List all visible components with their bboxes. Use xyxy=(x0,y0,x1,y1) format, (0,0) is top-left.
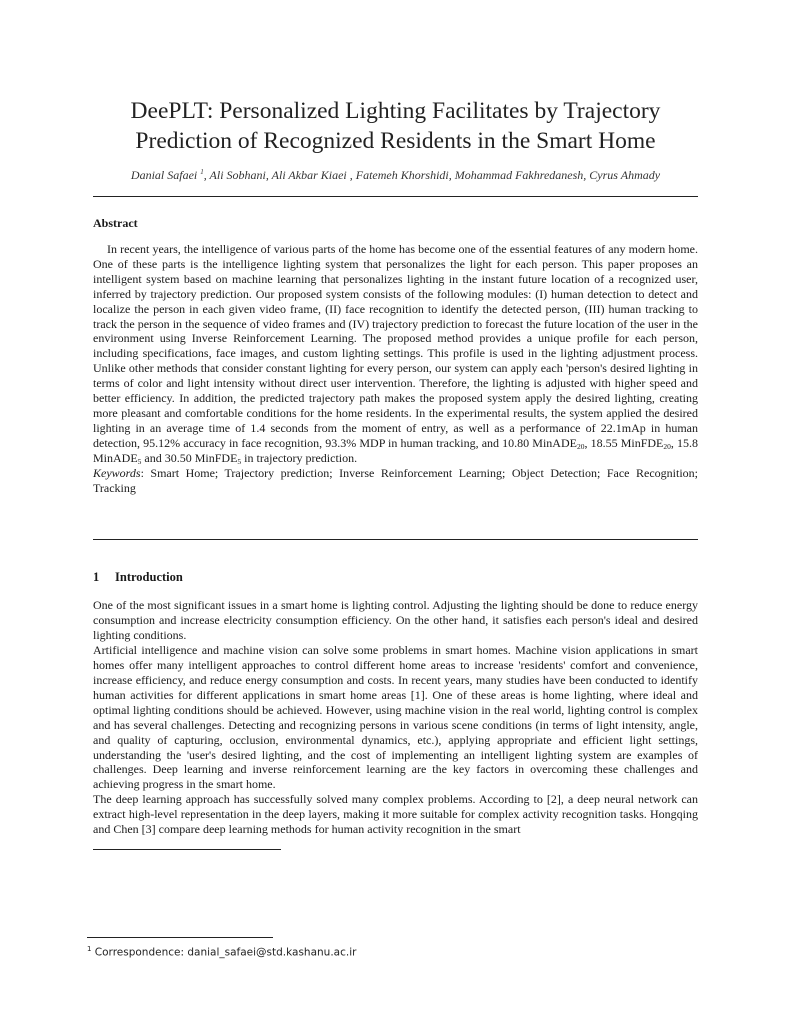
abstract-divider xyxy=(93,539,698,540)
abstract-paragraph xyxy=(93,242,698,466)
keywords-text: : Smart Home; Trajectory prediction; Inverse Reinforcement Learning; Object Detection; Face Recognition; Tracking xyxy=(93,465,698,495)
introduction-body xyxy=(93,598,698,837)
section-number: 1 xyxy=(93,570,100,584)
abstract-metric: and 30.50 MinFDE xyxy=(141,450,238,465)
abstract-text: In recent years, the intelligence of various parts of the home has become one of the essential features of any modern home. One of these parts is the intelligence lighting system that personalizes the light for each person. This paper proposes an intelligent system based on machine learning that personalizes lighting in the instant future location of a recognized user, inferred by trajectory prediction. Our proposed system consists of the following modules: (I) human detection to detect and localize the person in each given video frame, (II) face recognition to identify the detected person, (III) human tracking to track the person in the sequence of video frames and (IV) trajectory prediction to forecast the future location of the user in the environment using Inverse Reinforcement Learning. The proposed method provides a unique profile for each person, including specifications, face images, and custom lighting settings. This profile is used in the lighting adjustment process. Unlike other methods that consider constant lighting for every person, our system can apply each 'person's desired lighting in terms of color and light intensity without direct user intervention. Therefore, the lighting is adjusted with higher speed and better efficiency. In addition, the predicted trajectory path makes the proposed system apply the desired lighting, creating more pleasant and comfortable conditions for the home residents. In the experimental results, the system applied the desired lighting in an average time of 1.4 seconds from the moment of entry, as well as a performance of 22.1mAp in human detection, 95.12% accuracy in face recognition, 93.3% MDP in human tracking, and 10.80 MinADE xyxy=(93,242,698,450)
title-line-2: Prediction of Recognized Residents in the Smart Home xyxy=(135,128,656,154)
title-line-1: DeePLT: Personalized Lighting Facilitates by Trajectory xyxy=(130,98,661,124)
footnote-text: Correspondence: danial_safaei@std.kashanu.ac.ir xyxy=(91,946,357,959)
abstract-metric: , 15.8 MinADE xyxy=(93,435,698,465)
top-divider xyxy=(93,196,698,197)
intro-paragraph-3: The deep learning approach has successfully solved many complex problems. According to [2], a deep neural network can extract high-level representation in the deep layers, making it more suitable for complex activity recognition tasks. Hongqing and Chen [3] compare deep learning methods for human activity recognition in the smart xyxy=(93,792,698,837)
paper-title xyxy=(80,96,711,156)
keywords-label: Keywords xyxy=(93,465,141,480)
footnote-number: 1 xyxy=(87,945,92,953)
footnote-divider xyxy=(87,937,273,938)
abstract-body xyxy=(93,242,698,495)
footnote-marker: 1 xyxy=(200,168,204,176)
keywords xyxy=(93,466,698,496)
author-list xyxy=(60,168,731,183)
section-heading xyxy=(93,570,183,585)
intro-paragraph-2: Artificial intelligence and machine vision can solve some problems in smart homes. Machine vision applications in smart homes offer many intelligent approaches to control different home areas to increase 'residents' comfort and convenience, increase efficiency, and reduce energy consumption and costs. In recent years, many studies have been conducted to identify human activities for different applications in smart home areas [1]. One of these areas is home lighting, where ideal and optimal lighting conditions should be achieved. However, using machine vision in the real world, lighting control is complex and has several challenges. Detecting and recognizing persons in various scene conditions (in terms of light intensity, angle, and quality of capturing, occlusion, environmental dynamics, etc.), applying appropriate and efficient light settings, understanding the 'user's desired lighting, and the cost of implementing an intelligent lighting system are examples of challenges. Deep learning and inverse reinforcement learning are the key factors in overcoming these challenges and achieving progress in the smart home. xyxy=(93,642,698,792)
subscript: 5 xyxy=(237,456,242,466)
subscript: 5 xyxy=(137,456,142,466)
intro-paragraph-1: One of the most significant issues in a smart home is lighting control. Adjusting the lighting should be done to reduce energy consumption and increase electricity consumption efficiency. On the other hand, it satisfies each person's ideal and desired lighting conditions. xyxy=(93,598,698,642)
subscript: 20 xyxy=(576,441,585,451)
section-title: Introduction xyxy=(115,570,183,584)
footnote xyxy=(87,945,356,959)
abstract-metric: in trajectory prediction. xyxy=(241,450,358,465)
subscript: 20 xyxy=(663,441,671,451)
text-end-rule xyxy=(93,849,281,850)
abstract-metric: , 18.55 MinFDE xyxy=(584,435,664,450)
first-author: Danial Safaei xyxy=(130,168,198,182)
abstract-heading: Abstract xyxy=(93,216,138,230)
other-authors: , Ali Sobhani, Ali Akbar Kiaei , Fatemeh Khorshidi, Mohammad Fakhredanesh, Cyrus Ahmady xyxy=(203,168,661,182)
